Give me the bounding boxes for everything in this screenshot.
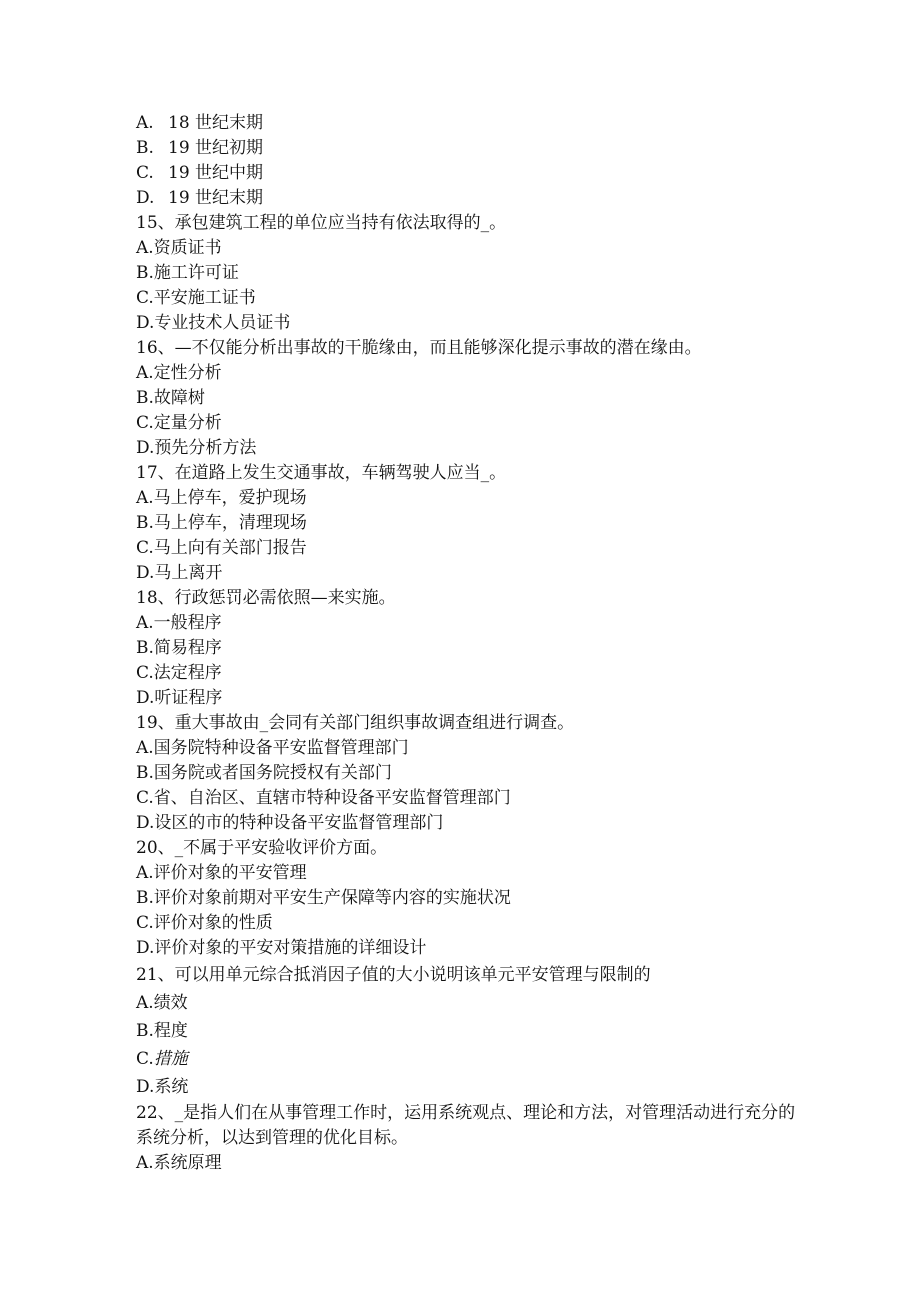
- q19-option-c: C.省、自治区、直辖市特种设备平安监督管理部门: [136, 788, 511, 808]
- q21-stem: 21、可以用单元综合抵消因子值的大小说明该单元平安管理与限制的: [136, 965, 651, 985]
- q17-option-c: C.马上向有关部门报告: [136, 538, 307, 558]
- q18-option-a: A.一般程序: [136, 613, 222, 633]
- q15-stem: 15、承包建筑工程的单位应当持有依法取得的_。: [136, 213, 507, 233]
- q17-option-b: B.马上停车，清理现场: [136, 513, 307, 533]
- q14-option-a: A. 18 世纪末期: [136, 113, 264, 133]
- q21-option-b: B.程度: [136, 1021, 188, 1041]
- q20-option-b: B.评价对象前期对平安生产保障等内容的实施状况: [136, 888, 511, 908]
- q15-option-a: A.资质证书: [136, 238, 222, 258]
- q19-option-b: B.国务院或者国务院授权有关部门: [136, 763, 392, 783]
- document-page: [136, 111, 796, 1176]
- q14-option-c: C. 19 世纪中期: [136, 163, 264, 183]
- q19-option-d: D.设区的市的特种设备平安监督管理部门: [136, 813, 444, 833]
- q18-option-b: B.简易程序: [136, 638, 222, 658]
- q17-option-a: A.马上停车，爱护现场: [136, 488, 307, 508]
- q14-option-b: B. 19 世纪初期: [136, 138, 264, 158]
- q20-option-d: D.评价对象的平安对策措施的详细设计: [136, 938, 427, 958]
- q19-stem: 19、重大事故由_会同有关部门组织事故调查组进行调查。: [136, 713, 575, 733]
- q18-option-c: C.法定程序: [136, 663, 222, 683]
- q19-option-a: A.国务院特种设备平安监督管理部门: [136, 738, 409, 758]
- q20-option-a: A.评价对象的平安管理: [136, 863, 307, 883]
- q15-option-b: B.施工许可证: [136, 263, 239, 283]
- q21-option-d: D.系统: [136, 1077, 189, 1097]
- q16-option-a: A.定性分析: [136, 363, 222, 383]
- q21-option-c: C.措施: [136, 1049, 188, 1069]
- q17-option-d: D.马上离开: [136, 563, 223, 583]
- q15-option-d: D.专业技术人员证书: [136, 313, 291, 333]
- q18-option-d: D.听证程序: [136, 688, 223, 708]
- q20-option-c: C.评价对象的性质: [136, 913, 273, 933]
- q16-option-c: C.定量分析: [136, 413, 222, 433]
- q21-option-a: A.绩效: [136, 993, 188, 1013]
- q15-option-c: C.平安施工证书: [136, 288, 256, 308]
- q18-stem: 18、行政惩罚必需依照—来实施。: [136, 588, 396, 608]
- q22-stem: 22、_是指人们在从事管理工作时，运用系统观点、理论和方法，对管理活动进行充分的系统分析，以达到管理的优化目标。: [136, 1103, 796, 1148]
- q16-stem: 16、—不仅能分析出事故的干脆缘由，而且能够深化提示事故的潜在缘由。: [136, 338, 702, 358]
- q16-option-b: B.故障树: [136, 388, 205, 408]
- q17-stem: 17、在道路上发生交通事故，车辆驾驶人应当_。: [136, 463, 507, 483]
- q14-option-d: D. 19 世纪末期: [136, 188, 264, 208]
- q20-stem: 20、_不属于平安验收评价方面。: [136, 838, 388, 858]
- q22-option-a: A.系统原理: [136, 1153, 222, 1173]
- q16-option-d: D.预先分析方法: [136, 438, 257, 458]
